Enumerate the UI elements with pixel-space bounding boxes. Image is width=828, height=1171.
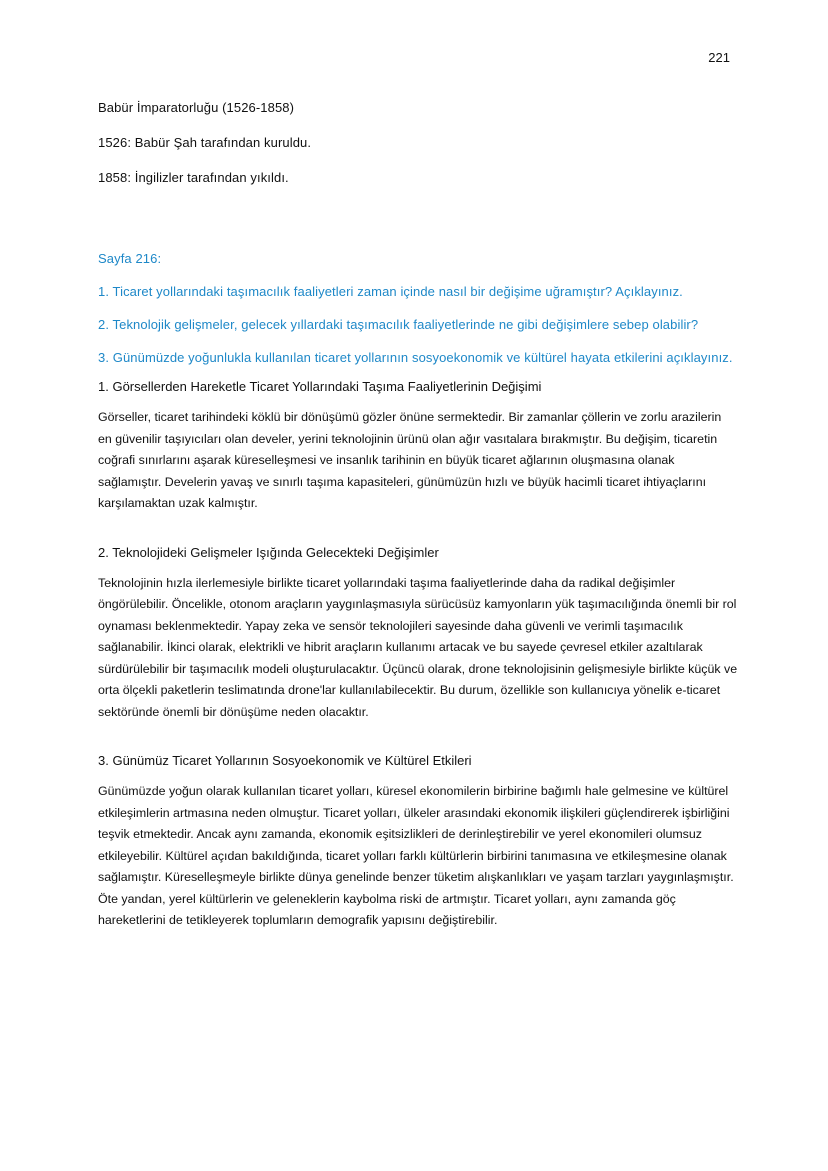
document-body: [98, 100, 738, 932]
section-1-body: Görseller, ticaret tarihindeki köklü bir dönüşümü gözler önüne sermektedir. Bir zamanlar çöllerin ve zorlu arazilerin en güvenilir taşıyıcıları olan develer, yerini teknolojinin ürünü olan ağır vasıtalara bırakmıştır. Bu değişim, ticaretin coğrafi sınırlarını aşarak küreselleşmesi ve insanlık tarihinin en büyük ticaret ağlarının oluşmasına olanak sağlamıştır. Develerin yavaş ve sınırlı taşıma kapasiteleri, günümüzün hızlı ve büyük hacimli ticaret ihtiyaçlarını karşılamaktan uzak kalmıştır.: [98, 410, 722, 510]
intro-line-founded: 1526: Babür Şah tarafından kuruldu.: [98, 135, 312, 150]
questions-page-label: Sayfa 216:: [98, 251, 162, 266]
page-number: 221: [708, 50, 730, 65]
question-1: 1. Ticaret yollarındaki taşımacılık faaliyetleri zaman içinde nasıl bir değişime uğramıştır? Açıklayınız.: [98, 284, 683, 299]
question-2: 2. Teknolojik gelişmeler, gelecek yıllardaki taşımacılık faaliyetlerinde ne gibi değişimlere sebep olabilir?: [98, 317, 699, 332]
section-1-heading: 1. Görsellerden Hareketle Ticaret Yollarındaki Taşıma Faaliyetlerinin Değişimi: [98, 379, 542, 394]
section-2-body: Teknolojinin hızla ilerlemesiyle birlikte ticaret yollarındaki taşıma faaliyetlerinde daha da radikal değişimler öngörülebilir. Öncelikle, otonom araçların yaygınlaşmasıyla sürücüsüz kamyonların yük taşımacılığında önemli bir rol oynaması beklenmektedir. Yapay zeka ve sensör teknolojileri sayesinde daha güvenli ve verimli taşımacılık sağlanabilir. İkinci olarak, elektrikli ve hibrit araçların kullanımı artacak ve bu sayede çevresel etkiler azaltılarak sürdürülebilir bir taşımacılık modeli oluşturulacaktır. Üçüncü olarak, drone teknolojisinin gelişmesiyle birlikte küçük ve orta ölçekli paketlerin teslimatında drone'lar kullanılabilecektir. Bu durum, özellikle son kullanıcıya yönelik e-ticaret sektöründe önemli bir dönüşüme neden olacaktır.: [98, 575, 738, 719]
intro-block: [98, 100, 738, 185]
answer-section-3: [98, 753, 738, 932]
intro-line-title: Babür İmparatorluğu (1526-1858): [98, 100, 295, 115]
question-3: 3. Günümüzde yoğunlukla kullanılan ticaret yollarının sosyoekonomik ve kültürel hayata etkilerini açıklayınız.: [98, 350, 733, 365]
section-3-body: Günümüzde yoğun olarak kullanılan ticaret yolları, küresel ekonomilerin birbirine bağımlı hale gelmesine ve kültürel etkileşimlerin artmasına neden olmuştur. Ticaret yolları, ülkeler arasındaki ekonomik ilişkileri güçlendirerek işbirliğini teşvik etmektedir. Ancak aynı zamanda, ekonomik eşitsizlikleri de derinleştirebilir ve yerel ekonomileri olumsuz etkileyebilir. Kültürel açıdan bakıldığında, ticaret yolları farklı kültürlerin birbirini tanımasına ve etkileşmesine olanak sağlamıştır. Küreselleşmeyle birlikte dünya genelinde benzer tüketim alışkanlıkları ve yaşam tarzları yaygınlaşmıştır. Öte yandan, yerel kültürlerin ve geleneklerin kaybolma riski de artmıştır. Ticaret yolları, aynı zamanda göç hareketlerini de tetikleyerek toplumların demografik yapısını değiştirebilir.: [98, 784, 734, 927]
intro-line-ended: 1858: İngilizler tarafından yıkıldı.: [98, 170, 289, 185]
section-3-heading: 3. Günümüz Ticaret Yollarının Sosyoekonomik ve Kültürel Etkileri: [98, 753, 472, 768]
section-2-heading: 2. Teknolojideki Gelişmeler Işığında Gelecekteki Değişimler: [98, 544, 439, 560]
answer-section-1: [98, 379, 738, 515]
questions-block: [98, 251, 738, 365]
answer-section-2: [98, 545, 738, 724]
